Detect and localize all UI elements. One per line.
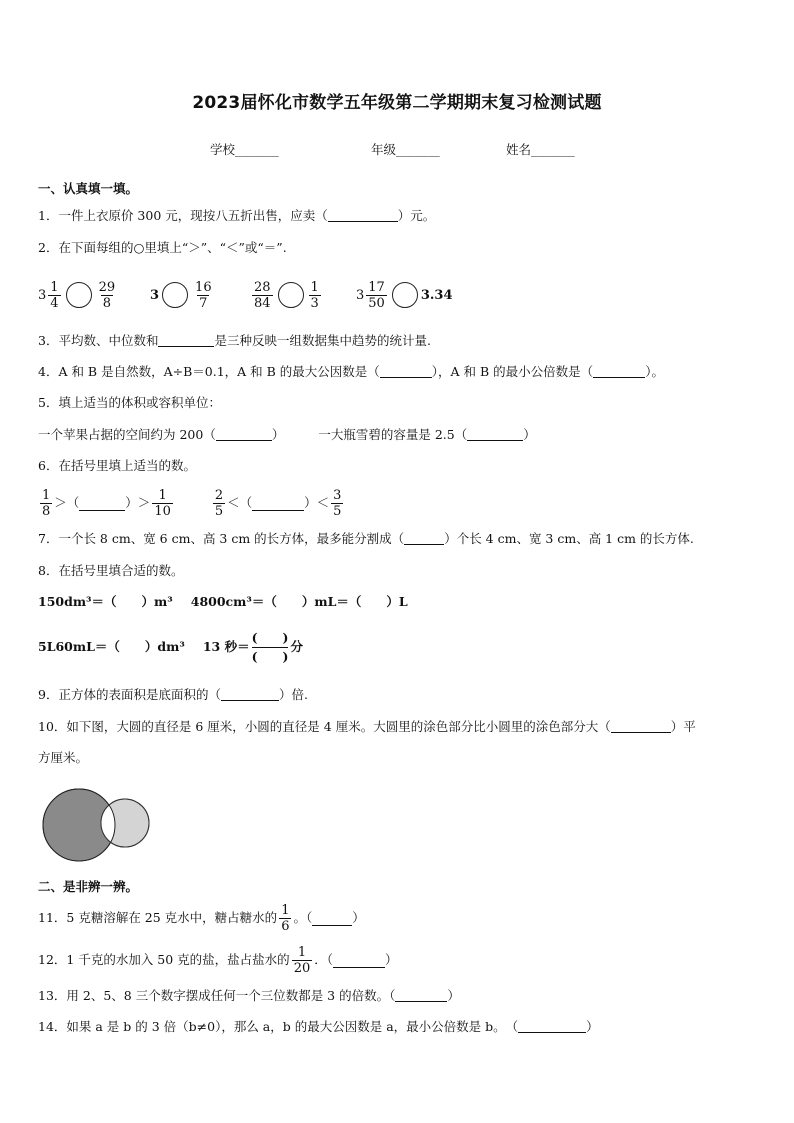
answer-blank[interactable] xyxy=(467,426,523,441)
answer-blank[interactable] xyxy=(333,953,385,968)
question-13: 13．用 2、5、8 三个数字摆成任何一个三位数都是 3 的倍数。（ ） xyxy=(38,988,460,1003)
answer-blank[interactable] xyxy=(395,987,447,1002)
answer-blank[interactable] xyxy=(158,332,214,347)
question-2: 2．在下面每组的○里填上“＞”、“＜”或“＝”. xyxy=(38,240,287,255)
compare-circle[interactable] xyxy=(162,282,188,308)
compare-circle[interactable] xyxy=(392,282,418,308)
question-4: 4．A 和 B 是自然数，A÷B＝0.1，A 和 B 的最大公因数是（ ），A 和 B 的最小公倍数是（ ）。 xyxy=(38,364,664,379)
answer-blank[interactable] xyxy=(328,207,398,222)
question-1: 1．一件上衣原价 300 元，现按八五折出售，应卖（ ）元。 xyxy=(38,208,436,223)
question-8: 8．在括号里填合适的数。 xyxy=(38,563,184,578)
question-10: 10．如下图，大圆的直径是 6 厘米，小圆的直径是 4 厘米。大圆里的涂色部分比小圆里的涂色部分大（ ）平 xyxy=(38,719,696,734)
question-9: 9．正方体的表面积是底面积的（ ）倍. xyxy=(38,687,308,702)
answer-blank[interactable] xyxy=(312,911,352,926)
answer-blank[interactable] xyxy=(404,530,444,545)
section-2-heading: 二、是非辨一辨。 xyxy=(38,879,139,894)
name-field: 姓名_______ xyxy=(506,142,575,157)
answer-blank[interactable] xyxy=(221,686,279,701)
question-5-items: 一个苹果占据的空间约为 200（ ） 一大瓶雪碧的容量是 2.5（ ） xyxy=(38,427,536,442)
answer-blank[interactable] xyxy=(216,426,272,441)
answer-blank[interactable] xyxy=(380,363,432,378)
question-3: 3．平均数、中位数和 是三种反映一组数据集中趋势的统计量. xyxy=(38,333,431,348)
compare-circle[interactable] xyxy=(66,282,92,308)
q2-item-4: 3 $\frac{17}{50}$ 3.34 xyxy=(356,279,453,311)
question-6: 6．在括号里填上适当的数。 xyxy=(38,458,196,473)
answer-blank[interactable] xyxy=(611,718,671,733)
question-14: 14．如果 a 是 b 的 3 倍（b≠0），那么 a，b 的最大公因数是 a，最小公倍数是 b。 （ ） xyxy=(38,1019,599,1034)
q2-item-2: 3 $\frac{16}{7}$ xyxy=(150,279,212,311)
answer-blank[interactable] xyxy=(79,496,125,511)
compare-circle[interactable] xyxy=(278,282,304,308)
section-1-heading: 一、认真填一填。 xyxy=(38,181,139,196)
answer-blank[interactable] xyxy=(252,496,304,511)
q2-item-3: $\frac{28}{84}$ $\frac{1}{3}$ xyxy=(254,279,319,311)
question-7: 7．一个长 8 cm、宽 6 cm、高 3 cm 的长方体，最多能分割成（ ）个长 4 cm、宽 3 cm、高 1 cm 的长方体. xyxy=(38,531,694,546)
question-8-row-1: 150dm³＝（ ）m³ 4800cm³＝（ ）mL＝（ ）L xyxy=(38,594,408,609)
question-12: 12．1 千克的水加入 50 克的盐，盐占盐水的 $\frac{1}{20}$ ．（ ） xyxy=(38,944,398,976)
school-field: 学校_______ xyxy=(210,142,279,157)
question-8-row-2: 5L60mL＝（ ）dm³ 13 秒＝ ( ) ( ) 分 xyxy=(38,629,303,664)
question-5: 5．填上适当的体积或容积单位： xyxy=(38,395,221,410)
q2-item-1: 3 $\frac{1}{4}$ $\frac{29}{8}$ xyxy=(38,279,116,311)
grade-field: 年级_______ xyxy=(371,142,440,157)
answer-blank[interactable] xyxy=(593,363,645,378)
question-6-items: $\frac{1}{8}$ ＞（ ）＞ $\frac{1}{10}$ $\frac{2}{5}$ ＜（ ）＜ $\frac{3}{5}$ xyxy=(42,487,342,519)
overlapping-circles-figure xyxy=(40,784,156,866)
answer-blank[interactable] xyxy=(518,1018,586,1033)
page-title: 2023届怀化市数学五年级第二学期期末复习检测试题 xyxy=(192,93,602,113)
question-11: 11．5 克糖溶解在 25 克水中，糖占糖水的 $\frac{1}{6}$ 。（ ） xyxy=(38,902,365,934)
question-10-cont: 方厘米。 xyxy=(38,750,89,765)
